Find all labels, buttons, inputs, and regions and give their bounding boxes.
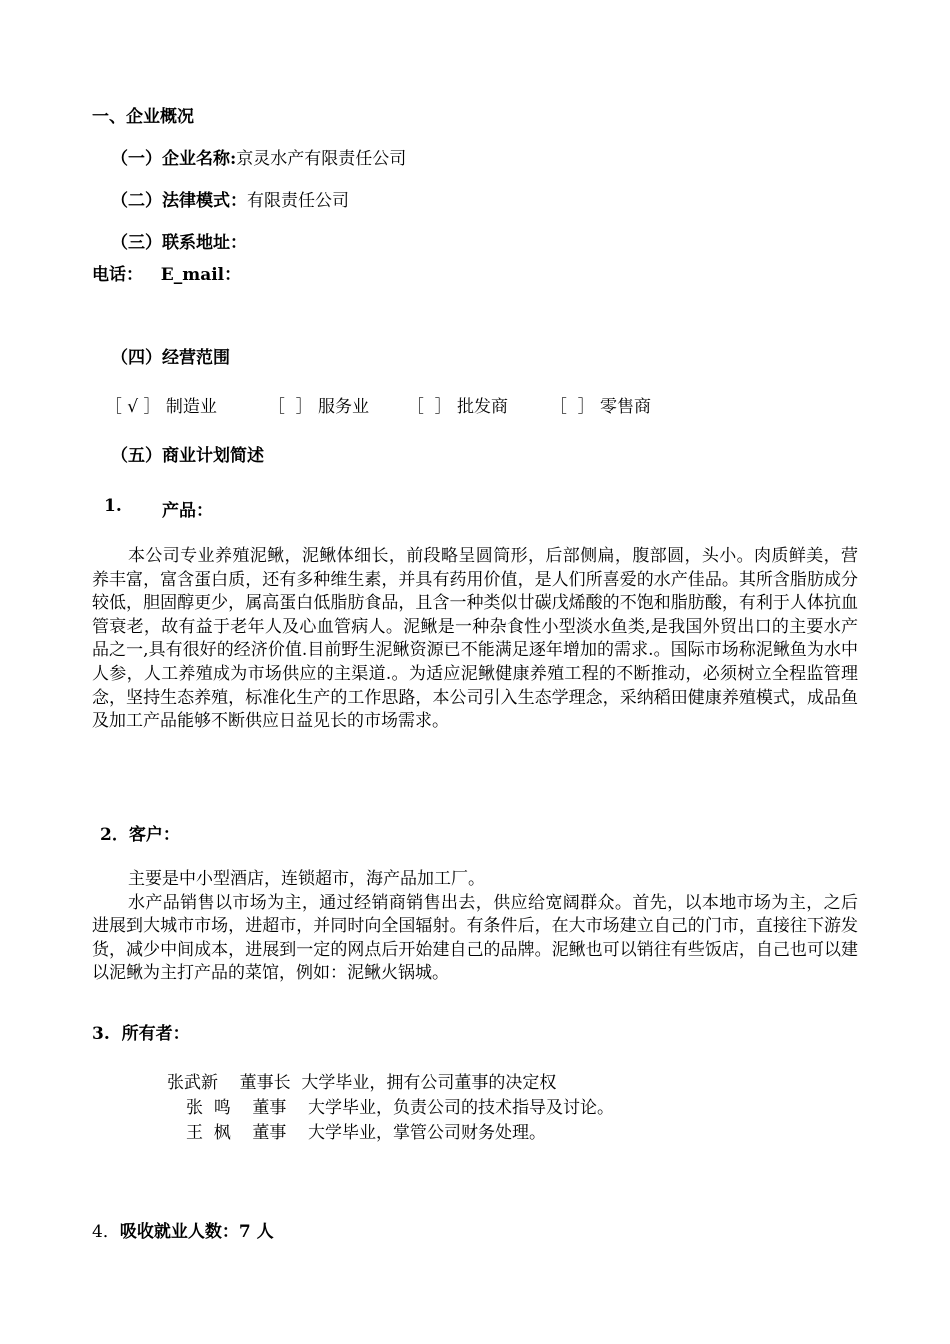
owner-row: 张 鸣 董事 大学毕业，负责公司的技术指导及讨论。	[186, 1098, 615, 1118]
product-paragraph	[92, 545, 858, 734]
checkbox-unchecked[interactable]: ［ ］	[406, 397, 452, 417]
company-name-label: （一）企业名称:	[111, 149, 237, 169]
section-title-overview: 一、企业概况	[92, 107, 194, 127]
scope-option-service[interactable]	[257, 372, 369, 417]
scope-option-label: 零售商	[600, 397, 652, 417]
scope-option-wholesale[interactable]	[396, 372, 508, 417]
scope-option-label: 服务业	[318, 397, 370, 417]
business-plan-label: （五）商业计划简述	[111, 446, 264, 466]
owner-row: 张武新 董事长 大学毕业，拥有公司董事的决定权	[167, 1073, 557, 1093]
scope-option-label: 批发商	[457, 397, 509, 417]
checkbox-unchecked[interactable]: ［ ］	[267, 397, 313, 417]
company-name-value: 京灵水产有限责任公司	[236, 149, 407, 169]
employment-line	[92, 1217, 274, 1242]
owners-heading: 3. 所有者：	[92, 1024, 190, 1044]
product-heading: 产品：	[162, 501, 213, 521]
product-text: 本公司专业养殖泥鳅，泥鳅体细长，前段略呈圆筒形，后部侧扁，腹部圆，头小。肉质鲜美，营养丰富，富含蛋白质，还有多种维生素，并具有药用价值，是人们所喜爱的水产佳品。其所含脂肪成分较低，胆固醇更少，属高蛋白低脂肪食品，且含一种类似廿碳戊烯酸的不饱和脂肪酸，有利于人体抗血管衰老，故有益于老年人及心血管病人。泥鳅是一种杂食性小型淡水鱼类,是我国外贸出口的主要水产品之一,具有很好的经济价值.目前野生泥鳅资源已不能满足逐年增加的需求.。国际市场称泥鳅鱼为水中人参，人工养殖成为市场供应的主渠道.。为适应泥鳅健康养殖工程的不断推动，必须树立全程监管理念，坚持生态养殖，标准化生产的工作思路，本公司引入生态学理念，采纳稻田健康养殖模式，成品鱼及加工产品能够不断供应日益见长的市场需求。	[92, 546, 858, 732]
business-scope-label: （四）经营范围	[111, 348, 230, 368]
checkbox-unchecked[interactable]: ［ ］	[549, 397, 595, 417]
scope-option-label: 制造业	[165, 397, 217, 417]
owner-row: 王 枫 董事 大学毕业，掌管公司财务处理。	[186, 1123, 547, 1143]
product-number: 1.	[104, 496, 122, 516]
customer-paragraph-1: 主要是中小型酒店，连锁超市，海产品加工厂。	[128, 869, 485, 889]
company-name-line	[111, 144, 406, 169]
employment-label: 吸收就业人数：7 人	[119, 1222, 274, 1242]
customer-paragraph-2: 水产品销售以市场为主，通过经销商销售出去，供应给宽阔群众。首先，以本地市场为主，之后进展到大城市市场，进超市，并同时向全国辐射。有条件后，在大市场建立自己的门市，直接往下游发货，减少中间成本，进展到一定的网点后开始建自己的品牌。泥鳅也可以销往有些饭店，自己也可以建以泥鳅为主打产品的菜馆，例如：泥鳅火锅城。	[92, 892, 858, 984]
employment-number: 4．	[92, 1222, 120, 1242]
contact-line: 电话： E_mail：	[92, 265, 242, 285]
legal-form-value: 有限责任公司	[247, 191, 349, 211]
scope-option-retail[interactable]	[539, 372, 651, 417]
scope-option-manufacturing[interactable]	[94, 372, 217, 417]
checkbox-checked[interactable]: ［ √ ］	[104, 397, 161, 417]
legal-form-line	[111, 186, 349, 211]
customer-paragraphs	[92, 868, 858, 986]
legal-form-label: （二）法律模式：	[111, 191, 247, 211]
address-label: （三）联系地址：	[111, 233, 247, 253]
customer-heading: 2．客户：	[100, 825, 180, 845]
